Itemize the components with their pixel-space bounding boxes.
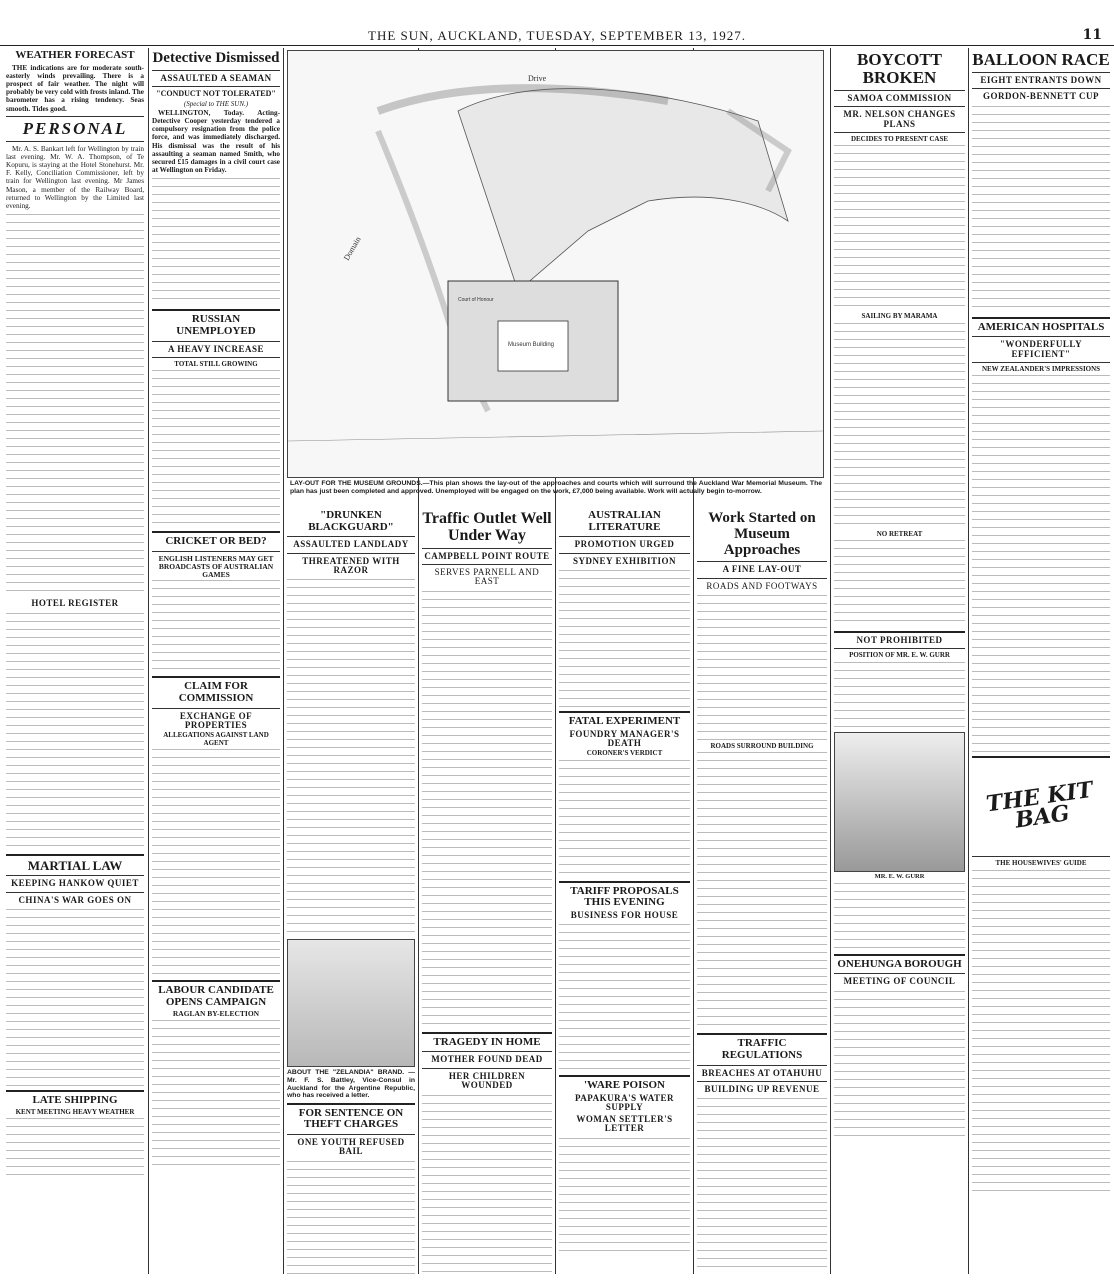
byline: (Special to THE SUN.)	[183, 99, 249, 108]
plan-label: Drive	[528, 74, 547, 83]
personal-text: Mr. A. S. Bankart left for Wellington by train last evening. Mr. W. A. Thompson, of Te Kopuru, is staying at the Hotel Stonehurst. Mr. F. Kelly, Conciliation Commissioner, left by train for Wellington last evening. Mr James Mason, a member of the Railway Board, returned to Wellington by the Limited last evening.	[6, 144, 144, 211]
column-museum	[697, 508, 827, 1274]
column-literature	[559, 508, 690, 1274]
text-block	[152, 368, 280, 528]
detective-sub: ASSAULTED A SEAMAN	[160, 72, 272, 83]
traffic-heading: Traffic Outlet Well Under Way	[422, 510, 552, 544]
text-block	[152, 578, 280, 673]
column-drunken	[287, 508, 415, 1274]
plan-drawing	[288, 51, 823, 477]
traffic-sub: CAMPBELL POINT ROUTE	[424, 550, 550, 561]
text-block	[152, 747, 280, 977]
russian-heading: RUSSIAN UNEMPLOYED	[176, 313, 256, 337]
text-block	[6, 1116, 144, 1176]
text-block	[422, 1093, 552, 1273]
sailing-heading: SAILING BY MARAMA	[861, 312, 938, 321]
detective-text: WELLINGTON, Today. Acting-Detective Cooper yesterday tendered a compulsory resignation from the police force, and was immediately discharged. His dismissal was the result of his assaulting a seaman named Smith, who secured £15 damages in a civil court case at Wellington on Friday.	[152, 108, 280, 175]
no-retreat-heading: NO RETREAT	[876, 529, 923, 538]
literature-sub2: SYDNEY EXHIBITION	[573, 555, 676, 566]
balloon-heading: BALLOON RACE	[972, 50, 1110, 69]
hospitals-sub: "WONDERFULLY EFFICIENT"	[999, 339, 1083, 359]
detective-sub2: "CONDUCT NOT TOLERATED"	[156, 89, 276, 99]
russian-sub: A HEAVY INCREASE	[167, 343, 265, 354]
weather-text: THE indications are for moderate south-easterly winds prevailing. There is a prospect of fair weather. The night will probably be very cold with frosts inland. The barometer has a rising tendency. Seas smooth. Tides good.	[6, 63, 144, 113]
kit-bag-logo	[972, 761, 1110, 853]
tragedy-sub2: HER CHILDREN WOUNDED	[448, 1070, 526, 1091]
photo-caption: ABOUT THE "ZELANDIA" BRAND. —Mr. F. S. Battley, Vice-Consul in Auckland for the Argentine Republic, who has received a letter.	[287, 1069, 415, 1100]
plan-caption: LAY-OUT FOR THE MUSEUM GROUNDS.—This plan shows the lay-out of the approaches and courts which will surround the Auckland War Memorial Museum. The plan has just been completed and approved. Unemployed will be engaged on the work, £7,000 being available. Work will actually begin to-morrow.	[290, 480, 822, 495]
text-block	[834, 881, 965, 951]
martial-heading: MARTIAL LAW	[27, 857, 123, 873]
column-balloon	[972, 48, 1110, 1274]
boycott-sub2: MR. NELSON CHANGES PLANS	[843, 109, 956, 129]
poison-heading: 'WARE POISON	[584, 1079, 665, 1092]
claim-sub2: ALLEGATIONS AGAINST LAND AGENT	[163, 731, 269, 747]
detective-heading: Detective Dismissed	[152, 50, 280, 66]
column-detective	[152, 48, 280, 1274]
column-personal	[6, 48, 144, 1274]
plan-label: Museum Building	[508, 342, 555, 348]
column-traffic	[422, 508, 552, 1274]
guide-heading: THE HOUSEWIVES' GUIDE	[995, 859, 1087, 868]
text-block	[559, 922, 690, 1072]
text-block	[972, 868, 1110, 1198]
text-block	[287, 1159, 415, 1274]
martial-sub: KEEPING HANKOW QUIET	[11, 878, 139, 889]
cricket-heading: CRICKET OR BED?	[165, 535, 267, 548]
fatal-sub2: CORONER'S VERDICT	[586, 749, 663, 758]
hospitals-sub2: NEW ZEALANDER'S IMPRESSIONS	[981, 365, 1101, 374]
drunken-heading: "DRUNKEN BLACKGUARD"	[308, 509, 394, 533]
text-block	[152, 1018, 280, 1168]
text-block	[422, 589, 552, 1029]
shipping-sub: KENT MEETING HEAVY WEATHER	[15, 1107, 135, 1116]
text-block	[834, 660, 965, 730]
text-block	[559, 1136, 690, 1256]
text-block	[6, 907, 144, 1087]
drunken-sub2: THREATENED WITH RAZOR	[302, 555, 400, 575]
poison-sub: PAPAKURA'S WATER SUPPLY	[574, 1092, 675, 1113]
column-rule	[830, 48, 831, 1274]
kit-bag-text: THE KIT BAG	[984, 777, 1095, 835]
masthead-title: THE SUN, AUCKLAND, TUESDAY, SEPTEMBER 13, 1927.	[368, 28, 746, 43]
gurr-caption: MR. E. W. GURR	[874, 872, 925, 880]
literature-sub: PROMOTION URGED	[574, 539, 675, 550]
text-block	[834, 321, 965, 531]
roads-heading: ROADS SURROUND BUILDING	[710, 742, 814, 751]
battley-photo	[287, 939, 415, 1067]
text-block	[6, 212, 144, 597]
poison-sub2: WOMAN SETTLER'S LETTER	[576, 1113, 673, 1134]
museum-sub2: ROADS AND FOOTWAYS	[706, 580, 818, 591]
labour-sub: RAGLAN BY-ELECTION	[172, 1009, 260, 1019]
text-block	[834, 538, 965, 628]
martial-sub2: CHINA'S WAR GOES ON	[18, 894, 132, 905]
weather-heading: WEATHER FORECAST	[15, 49, 135, 61]
museum-heading: Work Started on Museum Approaches	[708, 510, 816, 558]
shipping-heading: LATE SHIPPING	[32, 1094, 118, 1107]
column-rule	[968, 48, 969, 1274]
text-block	[152, 176, 280, 306]
boycott-sub3: DECIDES TO PRESENT CASE	[850, 135, 949, 143]
text-block	[287, 577, 415, 937]
column-rule	[283, 48, 284, 1274]
text-block	[6, 611, 144, 851]
tragedy-heading: TRAGEDY IN HOME	[433, 1035, 541, 1048]
position-sub: POSITION OF MR. E. W. GURR	[849, 651, 950, 660]
fatal-sub: FOUNDRY MANAGER'S DEATH	[569, 728, 680, 748]
text-block	[972, 373, 1110, 753]
text-block	[972, 104, 1110, 314]
gurr-photo	[834, 732, 965, 872]
traffic-sub2: SERVES PARNELL AND EAST	[434, 567, 540, 587]
sentence-heading: FOR SENTENCE ON THEFT CHARGES	[298, 1106, 404, 1131]
not-prohibited-heading: NOT PROHIBITED	[856, 635, 943, 646]
russian-sub2: TOTAL STILL GROWING	[174, 359, 258, 368]
column-boycott	[834, 48, 965, 1274]
balloon-sub2: GORDON-BENNETT CUP	[982, 91, 1100, 102]
personal-heading: PERSONAL	[22, 118, 128, 138]
plan-label: Domain	[341, 235, 363, 262]
traffic-regs-sub2: BUILDING UP REVENUE	[704, 1084, 820, 1094]
claim-heading: CLAIM FOR COMMISSION	[178, 680, 254, 704]
boycott-heading: BOYCOTT BROKEN	[856, 50, 943, 87]
text-block	[834, 143, 965, 313]
onehunga-sub: MEETING OF COUNCIL	[843, 976, 956, 987]
page-number: 11	[1082, 27, 1102, 43]
balloon-sub: EIGHT ENTRANTS DOWN	[980, 74, 1102, 85]
traffic-regs-sub: BREACHES AT OTAHUHU	[701, 1067, 823, 1078]
literature-heading: AUSTRALIAN LITERATURE	[588, 509, 661, 533]
text-block	[697, 1096, 827, 1274]
text-block	[834, 989, 965, 1139]
fatal-heading: FATAL EXPERIMENT	[568, 714, 681, 727]
tariff-sub: BUSINESS FOR HOUSE	[570, 909, 679, 920]
museum-plan-image	[287, 50, 824, 478]
tragedy-sub: MOTHER FOUND DEAD	[431, 1054, 543, 1065]
traffic-regs-heading: TRAFFIC REGULATIONS	[721, 1037, 803, 1062]
onehunga-heading: ONEHUNGA BOROUGH	[837, 957, 962, 970]
museum-sub: A FINE LAY-OUT	[722, 564, 802, 575]
claim-sub: EXCHANGE OF PROPERTIES	[179, 710, 253, 730]
drunken-sub: ASSAULTED LANDLADY	[293, 539, 409, 550]
plan-label: Court of Honour	[458, 297, 494, 303]
column-rule	[148, 48, 149, 1274]
text-block	[559, 568, 690, 708]
tariff-heading: TARIFF PROPOSALS THIS EVENING	[570, 884, 679, 909]
boycott-sub: SAMOA COMMISSION	[847, 92, 952, 103]
text-block	[559, 758, 690, 878]
cricket-sub: ENGLISH LISTENERS MAY GET BROADCASTS OF AUSTRALIAN GAMES	[158, 553, 274, 579]
text-block	[697, 593, 827, 743]
hospitals-heading: AMERICAN HOSPITALS	[977, 320, 1105, 333]
labour-heading: LABOUR CANDIDATE OPENS CAMPAIGN	[158, 984, 274, 1008]
sentence-sub: ONE YOUTH REFUSED BAIL	[297, 1136, 405, 1157]
text-block	[697, 750, 827, 1030]
hotel-heading: HOTEL REGISTER	[31, 598, 119, 609]
masthead	[0, 0, 1114, 46]
